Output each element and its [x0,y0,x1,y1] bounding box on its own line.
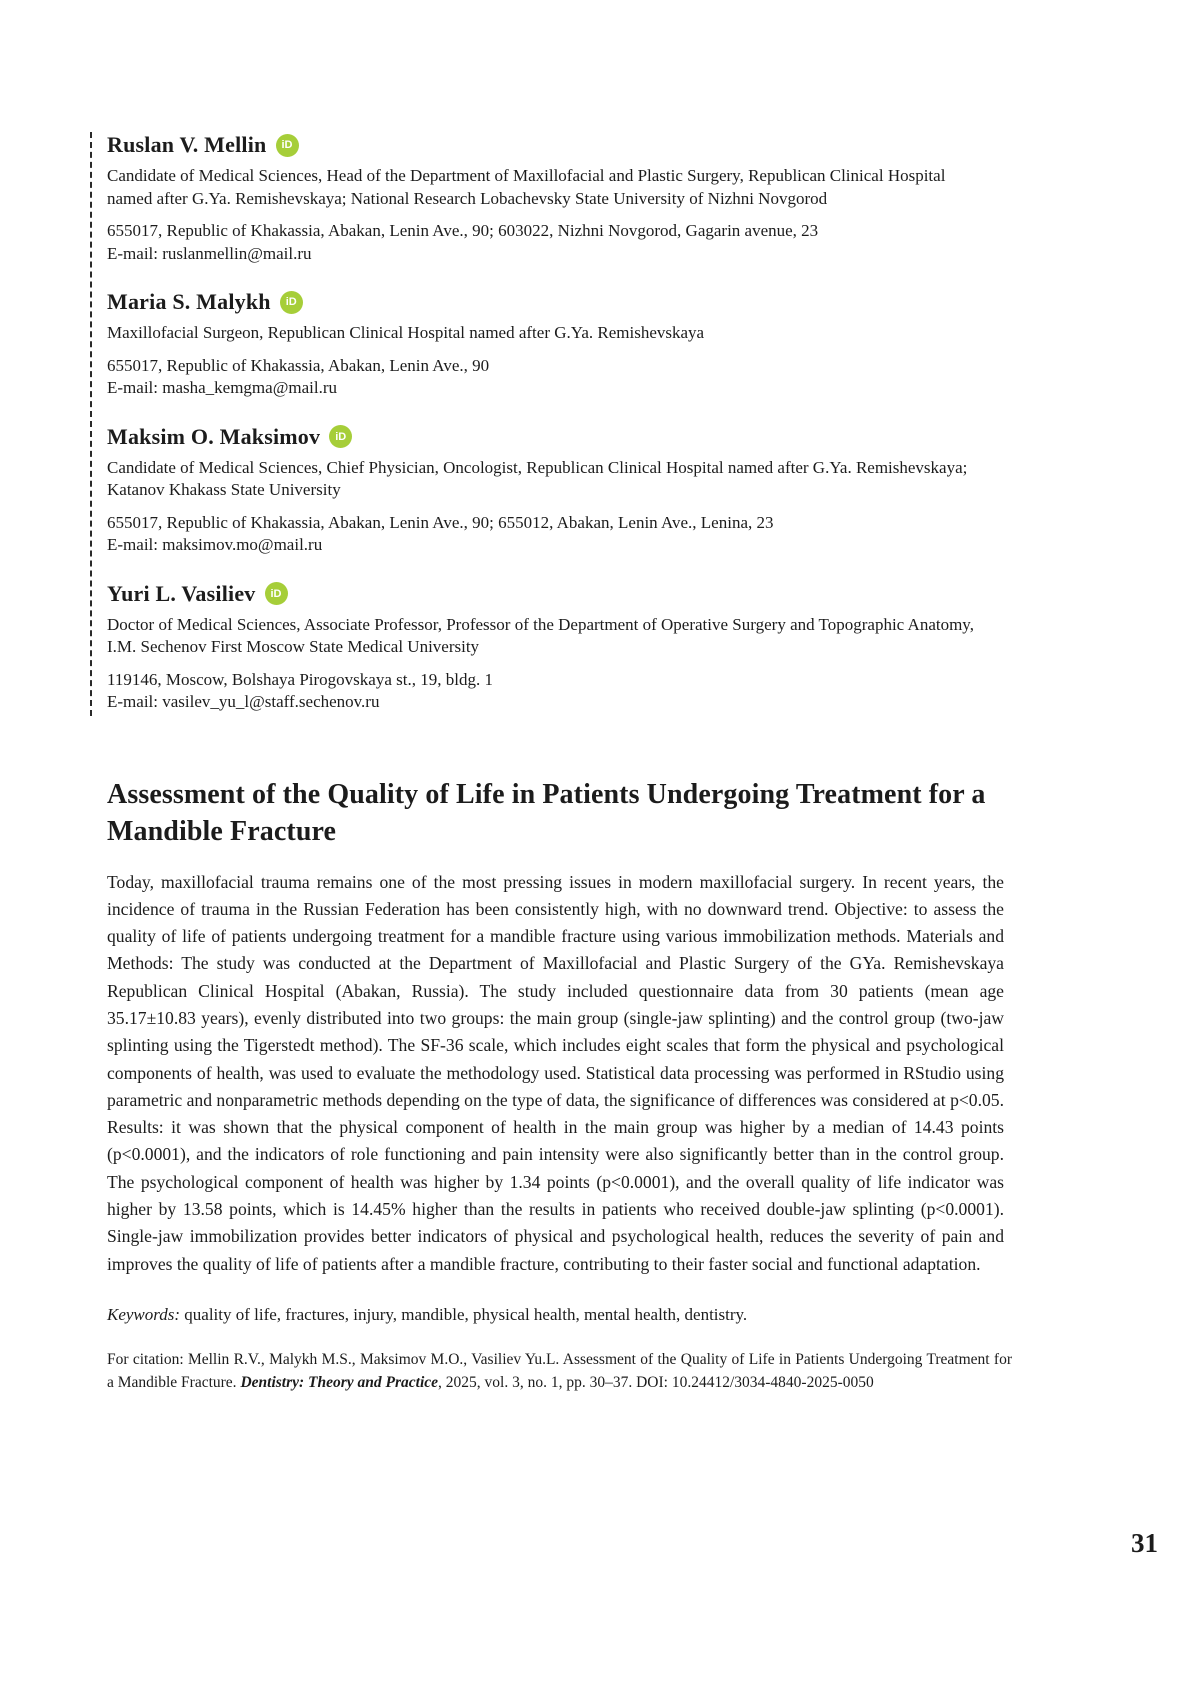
author-name-row [107,424,1008,450]
author-address: 655017, Republic of Khakassia, Abakan, Lenin Ave., 90 [107,355,490,375]
author-block [107,132,1008,265]
author-email: E-mail: masha_kemgma@mail.ru [107,378,337,397]
author-email: E-mail: vasilev_yu_l@staff.sechenov.ru [107,692,380,711]
citation-suffix: , 2025, vol. 3, no. 1, pp. 30–37. DOI: 10.24412/3034-4840-2025-0050 [438,1373,874,1391]
orcid-icon[interactable]: iD [265,582,288,605]
author-affiliation: Maxillofacial Surgeon, Republican Clinical Hospital named after G.Ya. Remishevskaya [107,323,705,342]
author-name: Yuri L. Vasiliev [107,580,256,606]
author-name: Maksim O. Maksimov [107,423,321,449]
author-affiliation: Doctor of Medical Sciences, Associate Professor, Professor of the Department of Operative Surgery and Topographic Anatomy, I.M. Sechenov First Moscow State Medical University [107,614,974,656]
keywords-line [107,1303,1004,1326]
citation-journal-name: Dentistry: Theory and Practice [240,1373,439,1391]
authors-section [90,132,1008,716]
author-email: E-mail: ruslanmellin@mail.ru [107,243,312,263]
citation-line [107,1348,1012,1394]
citation-prefix: For citation: Mellin R.V., Malykh M.S., Maksimov M.O., Vasiliev Yu.L. Assessment of the Quality of Life in Patients Undergoing Treatment for a Mandible Fracture. [107,1350,1012,1391]
author-name: Ruslan V. Mellin [107,132,267,157]
orcid-icon[interactable]: iD [329,425,352,448]
author-affiliation: Candidate of Medical Sciences, Chief Physician, Oncologist, Republican Clinical Hospital named after G.Ya. Remishevskaya; Katanov Khakass State University [107,457,968,499]
article-title: Assessment of the Quality of Life in Patients Undergoing Treatment for a Mandible Fracture [107,778,986,847]
author-block [107,289,1008,400]
orcid-icon[interactable]: iD [280,291,303,314]
author-address: 655017, Republic of Khakassia, Abakan, Lenin Ave., 90; 655012, Abakan, Lenin Ave., Lenina, 23 [107,512,774,532]
author-affiliation: Candidate of Medical Sciences, Head of the Department of Maxillofacial and Plastic Surgery, Republican Clinical Hospital named after G.Ya. Remishevskaya; National Research Lobachevsky State University of Nizhni Novgorod [107,166,946,208]
author-name-row [107,581,1008,607]
author-block [107,581,1008,714]
author-name-row [107,289,1008,315]
author-email: E-mail: maksimov.mo@mail.ru [107,535,323,554]
author-contact [107,669,1008,714]
author-block [107,424,1008,557]
author-contact [107,220,1008,265]
abstract-text: Today, maxillofacial trauma remains one of the most pressing issues in modern maxillofacial surgery. In recent years, the incidence of trauma in the Russian Federation has been consistently high, with no downward trend. Objective: to assess the quality of life of patients undergoing treatment for a mandible fracture using various immobilization methods. Materials and Methods: The study was conducted at the Department of Maxillofacial and Plastic Surgery of the GYa. Remishevskaya Republican Clinical Hospital (Abakan, Russia). The study included questionnaire data from 30 patients (mean age 35.17±10.83 years), evenly distributed into two groups: the main group (single-jaw splinting) and the control group (two-jaw splinting using the Tigerstedt method). The SF-36 scale, which includes eight scales that form the physical and psychological components of health, was used to evaluate the methodology used. Statistical data processing was performed in RStudio using parametric and nonparametric methods depending on the type of data, the significance of differences was considered at p<0.05. Results: it was shown that the physical component of health in the main group was higher by a median of 14.43 points (p<0.0001), and the indicators of role functioning and pain intensity were also significantly better than in the control group. The psychological component of health was higher by 1.34 points (p<0.0001), and the overall quality of life indicator was higher by 13.58 points, which is 14.45% higher than the results in patients who received double-jaw splinting (p<0.0001). Single-jaw immobilization provides better indicators of physical and psychological health, reduces the severity of pain and improves the quality of life of patients after a mandible fracture, contributing to their faster social and functional adaptation. [107,871,1004,1274]
author-contact [107,355,1008,400]
author-contact [107,512,1008,557]
author-address: 119146, Moscow, Bolshaya Pirogovskaya st., 19, bldg. 1 [107,669,493,689]
keywords-label: Keywords: [107,1304,181,1324]
author-name-row [107,132,1008,158]
orcid-icon[interactable]: iD [276,134,299,157]
author-name: Maria S. Malykh [107,289,271,314]
page-content [90,132,1012,1394]
page-number: 31 [1131,1528,1158,1558]
author-address: 655017, Republic of Khakassia, Abakan, Lenin Ave., 90; 603022, Nizhni Novgorod, Gagarin avenue, 23 [107,221,819,240]
keywords-text: quality of life, fractures, injury, mandible, physical health, mental health, dentistry. [180,1304,748,1324]
